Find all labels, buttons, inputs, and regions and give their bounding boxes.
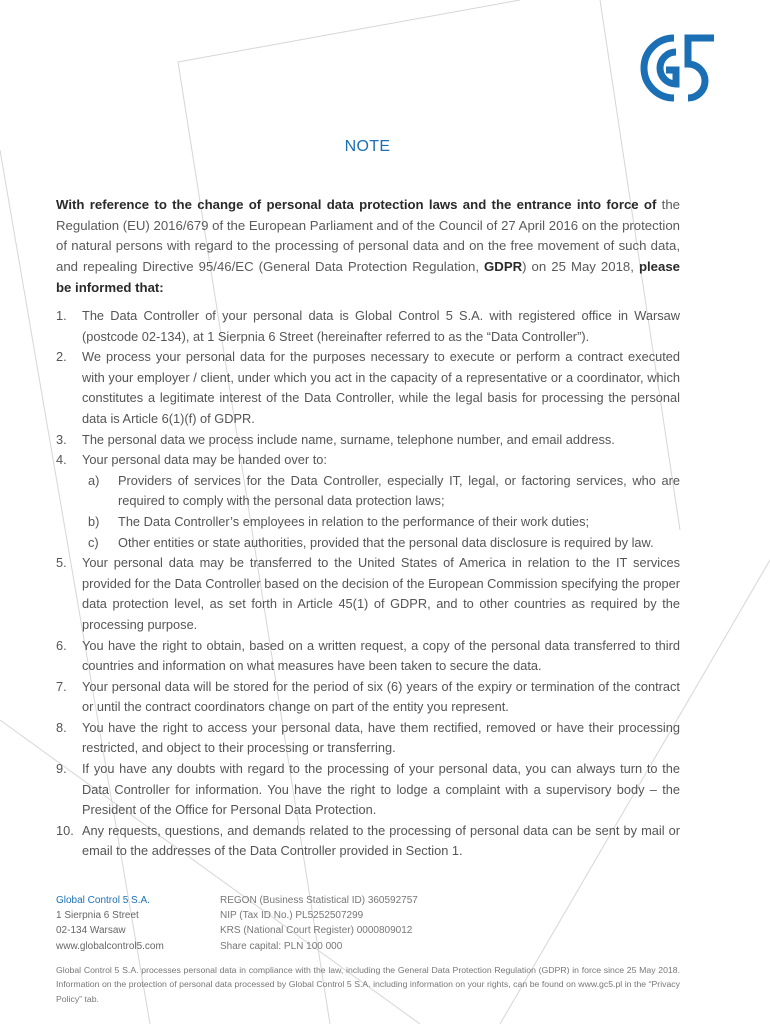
page-title: NOTE [344, 138, 391, 155]
list-item [56, 677, 680, 718]
intro-lead: With reference to the change of personal data protection laws and the entrance into force of [56, 197, 657, 213]
list-item [56, 636, 680, 677]
item-number: 3. [56, 431, 67, 447]
list-item [56, 759, 680, 821]
share-capital: Share capital: PLN 100 000 [220, 940, 343, 952]
sub-item-text: The Data Controller’s employees in relation to the performance of their work duties; [118, 513, 590, 529]
intro-date: ) on 25 May 2018, [522, 258, 639, 274]
sub-list-item [88, 533, 680, 554]
regon-number: REGON (Business Statistical ID) 360592757 [220, 895, 418, 906]
intro-body: the Regulation (EU) 2016/679 of the European Parliament and of the Council of 27 April 2016 on the protection of natural persons with regard to the processing of personal data and on the free movement of such data, and repealing Directive 95/46/EC (General Data Protection Regulation, [56, 197, 681, 274]
list-item [56, 450, 680, 553]
item-text: Your personal data will be stored for the period of six (6) years of the expiry or termination of the contract or until the contract coordinators change on part of the entity you represent. [82, 678, 680, 715]
item-text: Any requests, questions, and demands related to the processing of personal data can be sent by mail or email to the addresses of the Data Controller provided in Section 1. [82, 822, 680, 859]
gc5-logo [636, 30, 718, 106]
item-text: Your personal data may be transferred to the United States of America in relation to the IT services provided for the Data Controller based on the decision of the European Commission specifying the proper data protection level, as set forth in Article 45(1) of GDPR, and to other countries as required by the processing purpose. [82, 555, 680, 632]
list-item [56, 718, 680, 759]
list-item [56, 430, 680, 451]
company-website-link[interactable]: www.globalcontrol5.com [56, 940, 164, 952]
sub-item-text: Providers of services for the Data Controller, especially IT, legal, or factoring services, who are required to comply with the personal data protection laws; [118, 472, 680, 509]
intro-paragraph [56, 195, 680, 298]
item-text: The Data Controller of your personal data is Global Control 5 S.A. with registered office in Warsaw (postcode 02-134), at 1 Sierpnia 6 Street (hereinafter referred to as the “Data Controller”). [82, 308, 680, 344]
footer-address [56, 893, 164, 954]
item-number: 1. [56, 308, 67, 323]
intro-closing: please be informed that: [56, 258, 680, 295]
sub-item-text: Other entities or state authorities, provided that the personal data disclosure is required by law. [118, 534, 654, 550]
item-number: 8. [56, 719, 67, 735]
krs-number: KRS (National Court Register) 0000809012 [220, 925, 413, 937]
intro-gdpr: GDPR [484, 258, 523, 274]
sub-item-label: c) [88, 534, 99, 550]
company-street: 1 Sierpnia 6 Street [56, 910, 139, 922]
footer-registration [220, 893, 418, 954]
sub-list-item [88, 512, 680, 533]
list-item [56, 306, 680, 347]
item-text: We process your personal data for the purposes necessary to execute or perform a contract executed with your employer / client, under which you act in the capacity of a representative or a coordinator, which constitutes a legitimate interest of the Data Controller, while the legal basis for processing the personal data is Article 6(1)(f) of GDPR. [82, 349, 680, 426]
notice-list [56, 306, 680, 862]
company-city: 02-134 Warsaw [56, 925, 126, 937]
sub-item-label: b) [88, 513, 100, 529]
item-text: If you have any doubts with regard to the processing of your personal data, you can always turn to the Data Controller for information. You have the right to lodge a complaint with a supervisory body – the President of the Office for Personal Data Protection. [82, 761, 680, 818]
item-number: 2. [56, 349, 67, 365]
privacy-footnote: Global Control 5 S.A. processes personal data in compliance with the law, including the General Data Protection Regulation (GDPR) in force since 25 May 2018. Information on the protection of personal data processed by Global Control 5 S.A. including information on your rights, can be found on www.gc5.pl in the “Privacy Policy” tab. [56, 964, 680, 1004]
nip-number: NIP (Tax ID No.) PL5252507299 [220, 910, 364, 922]
item-text: You have the right to obtain, based on a written request, a copy of the personal data transferred to third countries and information on what measures have been taken to secure the data. [82, 637, 680, 674]
item-number: 9. [56, 761, 67, 777]
item-number: 5. [56, 555, 67, 571]
sub-list-item [88, 471, 680, 512]
item-number: 4. [56, 452, 67, 468]
list-item [56, 347, 680, 429]
item-text: The personal data we process include name, surname, telephone number, and email address. [82, 431, 615, 447]
sub-list [82, 471, 680, 553]
item-number: 7. [56, 678, 67, 694]
item-text: Your personal data may be handed over to: [82, 452, 327, 468]
item-number: 6. [56, 637, 67, 653]
company-name: Global Control 5 S.A. [56, 895, 150, 906]
item-number: 10. [56, 822, 74, 838]
sub-item-label: a) [88, 472, 100, 488]
list-item [56, 821, 680, 862]
item-text: You have the right to access your personal data, have them rectified, removed or have their processing restricted, and object to their processing or transferring. [82, 719, 680, 756]
list-item [56, 553, 680, 635]
